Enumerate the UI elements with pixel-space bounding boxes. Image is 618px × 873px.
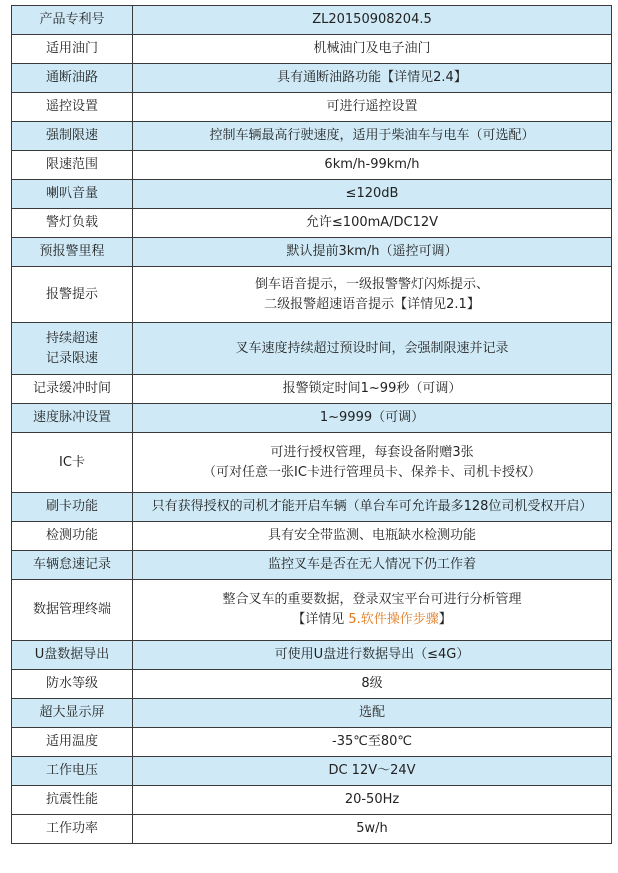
- row-label: 遥控设置: [12, 93, 133, 122]
- row-label: 适用油门: [12, 35, 133, 64]
- table-row: [12, 641, 612, 670]
- table-row: [12, 35, 612, 64]
- table-row: [12, 209, 612, 238]
- row-label: 刷卡功能: [12, 493, 133, 522]
- row-value: 1~9999（可调）: [133, 404, 612, 433]
- row-label: 警灯负载: [12, 209, 133, 238]
- row-value-line: 可进行授权管理，每套设备附赠3张: [270, 444, 474, 460]
- table-row: [12, 323, 612, 375]
- row-value-line: 二级报警超速语音提示【详情见2.1】: [264, 296, 480, 312]
- software-steps-link[interactable]: 5.软件操作步骤: [348, 612, 439, 627]
- table-row: [12, 815, 612, 844]
- table-row: [12, 580, 612, 641]
- row-value: ≤120dB: [133, 180, 612, 209]
- row-value: 具有通断油路功能【详情见2.4】: [133, 64, 612, 93]
- row-value-line: [137, 610, 607, 630]
- row-label: 产品专利号: [12, 6, 133, 35]
- table-row: [12, 522, 612, 551]
- row-label: 记录缓冲时间: [12, 375, 133, 404]
- table-row: [12, 670, 612, 699]
- table-row: [12, 122, 612, 151]
- row-value: [133, 580, 612, 641]
- row-value: 6km/h-99km/h: [133, 151, 612, 180]
- table-row: [12, 433, 612, 493]
- row-value: [133, 433, 612, 493]
- table-row: [12, 267, 612, 323]
- table-row: [12, 493, 612, 522]
- table-row: [12, 728, 612, 757]
- row-value: 只有获得授权的司机才能开启车辆（单台车可允许最多128位司机受权开启）: [133, 493, 612, 522]
- row-label-line: 记录限速: [45, 350, 98, 366]
- row-value: 默认提前3km/h（遥控可调）: [133, 238, 612, 267]
- row-label: [12, 323, 133, 375]
- row-label: 强制限速: [12, 122, 133, 151]
- row-value: DC 12V～24V: [133, 757, 612, 786]
- row-label: 报警提示: [12, 267, 133, 323]
- row-label: 数据管理终端: [12, 580, 133, 641]
- row-label: U盘数据导出: [12, 641, 133, 670]
- row-label: 喇叭音量: [12, 180, 133, 209]
- row-label: 车辆怠速记录: [12, 551, 133, 580]
- row-value: 允许≤100mA/DC12V: [133, 209, 612, 238]
- row-value: 叉车速度持续超过预设时间，会强制限速并记录: [133, 323, 612, 375]
- row-label: 通断油路: [12, 64, 133, 93]
- table-row: [12, 375, 612, 404]
- row-label: 限速范围: [12, 151, 133, 180]
- table-row: [12, 151, 612, 180]
- row-value: 控制车辆最高行驶速度，适用于柴油车与电车（可选配）: [133, 122, 612, 151]
- table-row: [12, 238, 612, 267]
- table-row: [12, 551, 612, 580]
- row-value: 可使用U盘进行数据导出（≤4G）: [133, 641, 612, 670]
- row-label: 速度脉冲设置: [12, 404, 133, 433]
- row-value-line: 倒车语音提示，一级报警警灯闪烁提示、: [254, 276, 489, 292]
- row-label: IC卡: [12, 433, 133, 493]
- table-row: [12, 757, 612, 786]
- row-label: 工作电压: [12, 757, 133, 786]
- table-row: [12, 699, 612, 728]
- detail-suffix: 】: [438, 612, 452, 627]
- row-value: ZL20150908204.5: [133, 6, 612, 35]
- table-row: [12, 786, 612, 815]
- row-value-line: （可对任意一张IC卡进行管理员卡、保养卡、司机卡授权）: [203, 464, 541, 480]
- spec-table: [11, 5, 612, 844]
- row-value: 选配: [133, 699, 612, 728]
- row-value: 可进行遥控设置: [133, 93, 612, 122]
- row-label: 超大显示屏: [12, 699, 133, 728]
- row-value: 20-50Hz: [133, 786, 612, 815]
- row-value: 机械油门及电子油门: [133, 35, 612, 64]
- row-value: 具有安全带监测、电瓶缺水检测功能: [133, 522, 612, 551]
- row-value: 8级: [133, 670, 612, 699]
- row-label: 工作功率: [12, 815, 133, 844]
- row-value: -35℃至80℃: [133, 728, 612, 757]
- table-row: [12, 6, 612, 35]
- table-row: [12, 404, 612, 433]
- row-value: 报警锁定时间1~99秒（可调）: [133, 375, 612, 404]
- row-label: 抗震性能: [12, 786, 133, 815]
- row-value: 5w/h: [133, 815, 612, 844]
- row-value: [133, 267, 612, 323]
- row-value-line: 整合叉车的重要数据，登录双宝平台可进行分析管理: [222, 592, 522, 607]
- detail-prefix: 【详情见: [292, 612, 349, 627]
- table-row: [12, 180, 612, 209]
- row-label: 适用温度: [12, 728, 133, 757]
- row-value: 监控叉车是否在无人情况下仍工作着: [133, 551, 612, 580]
- table-row: [12, 64, 612, 93]
- row-label: 检测功能: [12, 522, 133, 551]
- row-label: 预报警里程: [12, 238, 133, 267]
- table-row: [12, 93, 612, 122]
- row-label: 防水等级: [12, 670, 133, 699]
- row-label-line: 持续超速: [45, 330, 98, 346]
